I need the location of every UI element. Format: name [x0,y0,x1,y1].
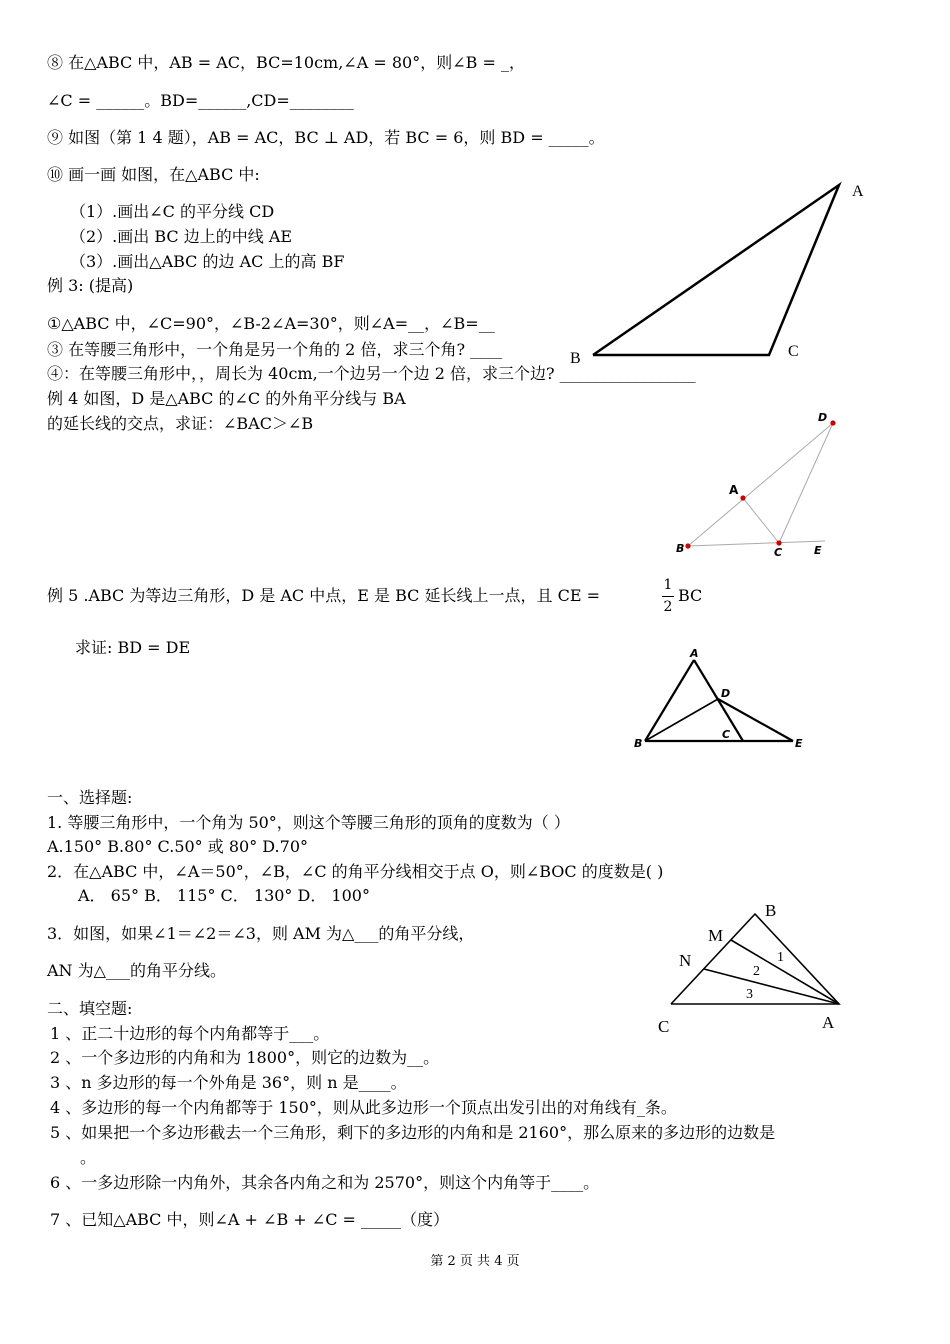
fill-1: 1 、正二十边形的每个内角都等于___。 [50,1024,330,1043]
question-10: ⑩ 画一画 如图，在△ABC 中: [47,165,260,184]
fill-2: 2 、一个多边形的内角和为 1800°，则它的边数为__。 [50,1048,440,1067]
example-5-prove: 求证: BD = DE [75,638,191,657]
fig1-label-a: A [852,183,864,200]
fig4-label-a: A [822,1013,835,1032]
fig2-label-a: A [729,483,739,497]
fill-3: 3 、n 多边形的每一个外角是 36°，则 n 是____。 [50,1073,407,1092]
section-2-title: 二、填空题: [47,999,133,1018]
question-8-line2: ∠C = ______。BD=______,CD=________ [47,91,354,110]
fig4-label-c: C [658,1017,670,1036]
fig1-label-c: C [788,343,799,360]
question-9: ⑨ 如图（第 1 4 题），AB = AC，BC ⊥ AD，若 BC = 6，则 BD = _____。 [47,128,605,147]
fraction-numerator: 1 [663,577,673,593]
example-3-item-3: ③ 在等腰三角形中，一个角是另一个角的 2 倍，求三个角? ____ [47,340,503,359]
choice-3-line1: 3．如图，如果∠1＝∠2＝∠3，则 AM 为△___的角平分线， [47,924,475,943]
example-4-line2: 的延长线的交点，求证：∠BAC＞∠B [47,414,314,433]
example-3-item-4: ④：在等腰三角形中，，周长为 40cm,一个边另一个边 2 倍，求三个边? _________________ [47,364,696,383]
fill-5-end: 。 [80,1148,97,1167]
fig3-label-e: E [795,737,803,750]
choice-2-options: A． 65° B． 115° C． 130° D． 100° [78,886,370,905]
question-10-item-1: （1）.画出∠C 的平分线 CD [70,202,275,221]
fig3-label-c: C [722,728,731,741]
fig4-angle-2: 2 [753,964,760,979]
example-4-line1: 例 4 如图，D 是△ABC 的∠C 的外角平分线与 BA [47,389,406,408]
example-3-item-1: ①△ABC 中，∠C=90°，∠B-2∠A=30°，则∠A=__，∠B=__ [47,314,495,333]
fig3-label-d: D [721,687,731,700]
fill-5: 5 、如果把一个多边形截去一个三角形，剩下的多边形的内角和是 2160°，那么原来的多边形的边数是 [50,1123,776,1142]
choice-1: 1. 等腰三角形中，一个角为 50°，则这个等腰三角形的顶角的度数为（ ） [47,813,570,832]
fig4-angle-3: 3 [746,987,753,1002]
question-10-item-2: （2）.画出 BC 边上的中线 AE [70,227,293,246]
fig3-label-a: A [690,647,699,660]
fill-6: 6 、一多边形除一内角外，其余各内角之和为 2570°，则这个内角等于____。 [50,1173,600,1192]
fig4-angle-1: 1 [777,950,784,965]
fig2-label-e: E [814,544,822,557]
example-5-line-end: BC [678,586,703,605]
section-1-title: 一、选择题: [47,788,133,807]
page-footer: 第 2 页 共 4 页 [430,1254,520,1269]
choice-3-line2: AN 为△___的角平分线。 [47,961,226,980]
fig4-label-m: M [708,926,724,945]
question-10-item-3: （3）.画出△ABC 的边 AC 上的高 BF [70,252,345,271]
question-8-line1: ⑧ 在△ABC 中，AB = AC，BC=10cm,∠A = 80°，则∠B = _， [47,53,525,72]
example-3-title: 例 3: (提高) [47,276,134,295]
fig2-label-d: D [818,411,828,424]
fraction-denominator: 2 [663,599,673,615]
choice-1-options: A.150° B.80° C.50° 或 80° D.70° [47,837,308,856]
example-5-line: 例 5 .ABC 为等边三角形，D 是 AC 中点，E 是 BC 延长线上一点，且 CE = [47,586,600,605]
fig2-label-c: C [774,546,783,559]
fig4-label-b: B [765,901,777,920]
fig4-label-n: N [679,951,692,970]
fig1-label-b: B [570,350,581,367]
fig3-label-b: B [634,737,643,750]
fill-4: 4 、多边形的每一个内角都等于 150°，则从此多边形一个顶点出发引出的对角线有_条。 [50,1098,677,1117]
fill-7: 7 、已知△ABC 中，则∠A + ∠B + ∠C = _____（度） [50,1210,450,1229]
choice-2: 2．在△ABC 中，∠A＝50°，∠B，∠C 的角平分线相交于点 O，则∠BOC 的度数是( ) [47,862,664,881]
fig2-label-b: B [676,542,685,555]
